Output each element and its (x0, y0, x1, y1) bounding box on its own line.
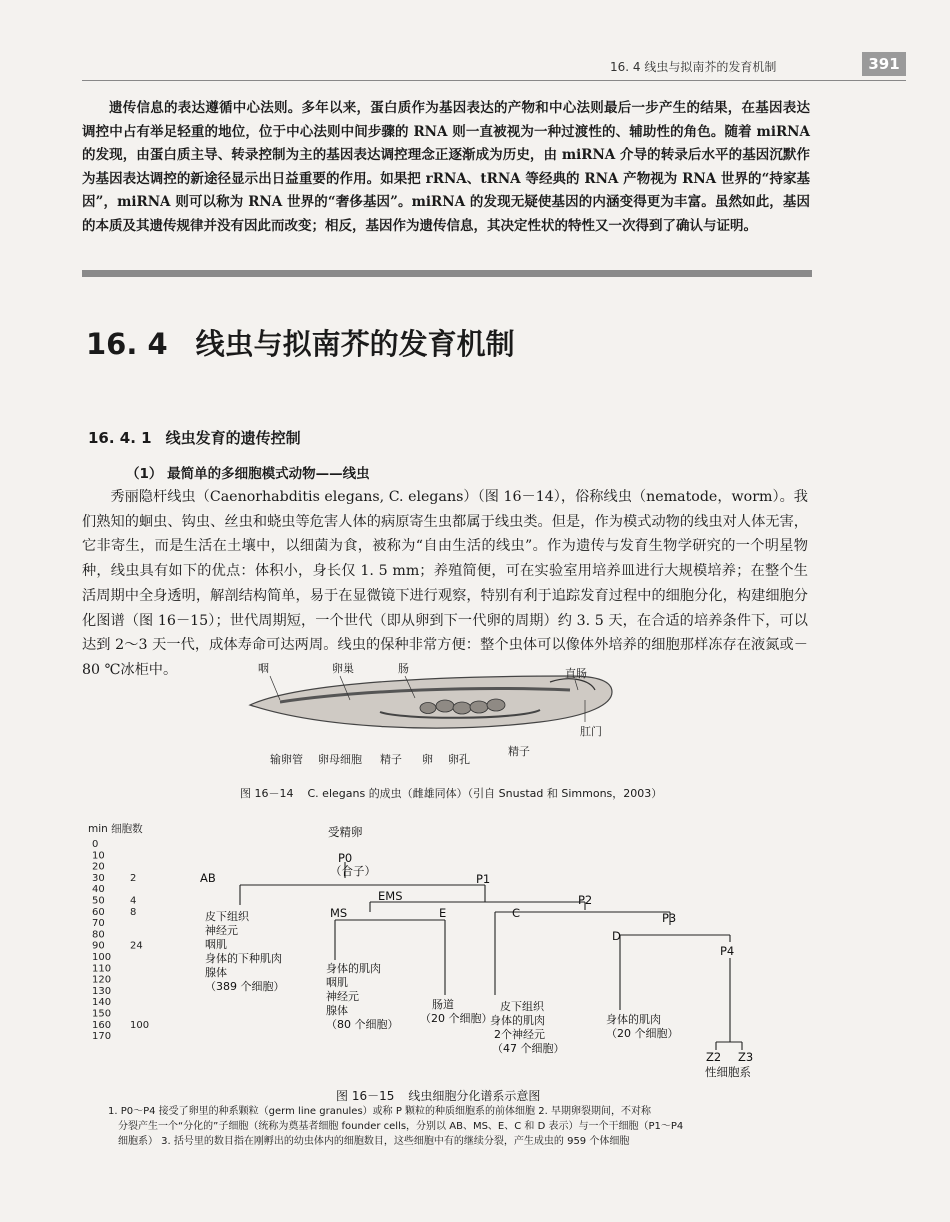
svg-text:腺体: 腺体 (205, 966, 227, 979)
time-axis (88, 822, 143, 835)
intro-paragraph-block (82, 97, 810, 238)
cell-count-label: 2 (130, 872, 137, 884)
subsection-title-text: 线虫发育的遗传控制 (165, 429, 301, 447)
svg-text:腺体: 腺体 (326, 1004, 348, 1017)
time-tick-label: 70 (92, 918, 105, 930)
node-zygote: （合子） (330, 864, 376, 878)
svg-text:2个神经元: 2个神经元 (494, 1028, 545, 1041)
node-fertilized-egg: 受精卵 (328, 825, 363, 839)
label-pharynx: 咽 (258, 662, 269, 675)
time-tick-label: 30 (92, 872, 105, 884)
svg-text:（20 个细胞）: （20 个细胞） (420, 1012, 493, 1025)
worm-body (250, 676, 612, 728)
figure-15-label: 图 16－15 (336, 1089, 395, 1103)
section-title-text: 线虫与拟南芥的发育机制 (195, 327, 515, 361)
label-oviduct: 输卵管 (270, 753, 303, 766)
time-tick-label: 80 (92, 929, 105, 941)
running-header: 16. 4 线虫与拟南芥的发育机制 (610, 60, 777, 74)
time-tick-label: 110 (92, 963, 112, 975)
subsection-number: 16. 4. 1 (88, 429, 152, 447)
cell-count-label: 4 (130, 895, 137, 907)
node-z2: Z2 (706, 1050, 722, 1064)
label-rectum: 直肠 (565, 667, 587, 680)
node-d: D (612, 929, 621, 943)
time-tick-label: 100 (92, 952, 112, 963)
fate-ms (326, 961, 399, 1031)
time-tick-group (92, 839, 149, 1042)
label-sperm-1: 精子 (380, 753, 402, 766)
svg-text:身体的肌肉: 身体的肌肉 (490, 1014, 545, 1027)
svg-text:皮下组织: 皮下组织 (205, 910, 249, 923)
node-p2: P2 (578, 893, 593, 907)
box-bottom-rule (82, 270, 812, 277)
node-p3: P3 (662, 911, 677, 925)
section-number: 16. 4 (86, 327, 168, 361)
subsubsection-title: （1） 最简单的多细胞模式动物——线虫 (126, 466, 370, 482)
svg-text:咽肌: 咽肌 (326, 976, 348, 989)
figure-14-label: 图 16－14 (240, 787, 294, 800)
header-rule (82, 80, 906, 81)
time-tick-label: 50 (92, 895, 105, 907)
node-c: C (512, 906, 521, 920)
fate-c (490, 999, 565, 1055)
node-p4: P4 (720, 944, 735, 958)
time-tick-label: 60 (92, 906, 105, 918)
svg-text:（47 个细胞）: （47 个细胞） (492, 1042, 565, 1055)
time-tick-label: 10 (92, 850, 105, 862)
svg-text:神经元: 神经元 (326, 990, 359, 1003)
time-tick-label: 40 (92, 884, 105, 896)
label-egg: 卵 (422, 753, 433, 766)
time-tick-label: 20 (92, 861, 105, 873)
figure-15-caption (336, 1087, 540, 1104)
note-line: 分裂产生一个“分化的”子细胞（统称为奠基者细胞 founder cells，分别以 AB、MS、E、C 和 D 表示）与一个干细胞（P1～P4 (118, 1121, 684, 1132)
label-anus: 肛门 (580, 725, 602, 738)
figure-15-caption-text: 线虫细胞分化谱系示意图 (408, 1089, 541, 1103)
body-paragraph: 秀丽隐杆线虫（Caenorhabditis elegans, C. elegans）（图 16－14），俗称线虫（nematode，worm）。我们熟知的蛔虫、钩虫、丝虫和蛲虫等危害人体的病原寄生虫都属于线虫类。但是，作为模式动物的线虫对人体无害，它非寄生，而是生活在土壤中，以细菌为食，被称为“自由生活的线虫”。作为遗传与发育生物学研究的一个明星物种，线虫具有如下的优点：体积小，身长仅 1. 5 mm；养殖简便，可在实验室用培养皿进行大规模培养；在整个生活周期中全身透明，解剖结构简单，易于在显微镜下进行观察，特别有利于追踪发育过程中的细胞分化，构建细胞分化图谱（图 16－15）；世代周期短，一个世代（即从卵到下一代卵的周期）约 3. 5 天，在合适的培养条件下，可以达到 2～3 天一代，成体寿命可达两周。线虫的保种非常方便：整个虫体可以像体外培养的细胞那样冻存在液氮或－80 ℃冰柜中。 (82, 489, 808, 678)
cell-count-label: 100 (130, 1019, 150, 1031)
fate-e (420, 998, 493, 1025)
label-ovary: 卵巢 (332, 662, 354, 675)
time-tick-label: 120 (92, 974, 112, 986)
label-vulva: 卵孔 (448, 753, 470, 766)
svg-text:皮下组织: 皮下组织 (500, 1000, 544, 1013)
time-tick-label: 140 (92, 997, 112, 1009)
node-germline: 性细胞系 (705, 1065, 751, 1079)
lineage-nodes (200, 825, 753, 1079)
cell-count-label: 24 (130, 940, 143, 952)
figure-14-caption (240, 785, 662, 801)
label-oocyte: 卵母细胞 (318, 753, 362, 766)
label-sperm-2: 精子 (508, 745, 530, 758)
svg-text:（80 个细胞）: （80 个细胞） (326, 1018, 399, 1031)
svg-text:（389 个细胞）: （389 个细胞） (205, 980, 285, 993)
node-e: E (439, 906, 447, 920)
svg-text:肠道: 肠道 (432, 998, 454, 1011)
node-ab: AB (200, 871, 216, 885)
svg-text:身体的下种肌肉: 身体的下种肌肉 (205, 952, 282, 965)
node-ms: MS (330, 906, 348, 920)
note-line: 细胞系） 3. 括号里的数目指在刚孵出的幼虫体内的细胞数目，这些细胞中有的继续分裂，产生成虫的 959 个体细胞 (118, 1136, 630, 1147)
node-p1: P1 (476, 872, 491, 886)
note-line: 1. P0～P4 接受了卵里的种系颗粒（germ line granules）或称 P 颗粒的种质细胞系的前体细胞 2. 早期卵裂期间，不对称 (108, 1106, 651, 1117)
svg-text:咽肌: 咽肌 (205, 938, 227, 951)
time-tick-label: 160 (92, 1019, 112, 1031)
fate-d (606, 1012, 679, 1040)
time-tick-label: 130 (92, 985, 112, 997)
page-number: 391 (862, 52, 906, 76)
time-tick-label: 90 (92, 940, 105, 952)
svg-text:神经元: 神经元 (205, 924, 238, 937)
node-ems: EMS (378, 889, 403, 903)
intro-paragraph: 遗传信息的表达遵循中心法则。多年以来，蛋白质作为基因表达的产物和中心法则最后一步产生的结果，在基因表达调控中占有举足轻重的地位，位于中心法则中间步骤的 RNA 则一直被视为一种过渡性的、辅助性的角色。随着 miRNA 的发现，由蛋白质主导、转录控制为主的基因表达调控理念正逐渐成为历史，由 miRNA 介导的转录后水平的基因沉默作为基因表达调控的新途径显示出日益重要的作用。如果把 rRNA、tRNA 等经典的 RNA 产物视为 RNA 世界的“持家基因”，miRNA 则可以称为 RNA 世界的“奢侈基因”。miRNA 的发现无疑使基因的内涵变得更为丰富。虽然如此，基因的本质及其遗传规律并没有因此而改变；相反，基因作为遗传信息，其决定性状的特性又一次得到了确认与证明。 (82, 100, 810, 234)
worm-figure (240, 330, 680, 790)
node-z3: Z3 (738, 1050, 754, 1064)
figure-14-caption-text: C. elegans 的成虫（雌雄同体）（引自 Snustad 和 Simmons，2003） (307, 787, 663, 800)
svg-text:身体的肌肉: 身体的肌肉 (326, 962, 381, 975)
svg-text:（20 个细胞）: （20 个细胞） (606, 1027, 679, 1040)
fate-ab (205, 909, 285, 993)
figure-15-notes (108, 1104, 790, 1149)
lineage-lines (240, 862, 742, 1050)
time-tick-label: 150 (92, 1008, 112, 1020)
cell-count-label: 8 (130, 906, 137, 918)
axis-header: min 细胞数 (88, 823, 143, 835)
node-p0: P0 (338, 851, 353, 865)
time-tick-label: 170 (92, 1031, 112, 1043)
label-intestine: 肠 (398, 662, 409, 675)
time-tick-label: 0 (92, 839, 99, 850)
svg-text:身体的肌肉: 身体的肌肉 (606, 1013, 661, 1026)
